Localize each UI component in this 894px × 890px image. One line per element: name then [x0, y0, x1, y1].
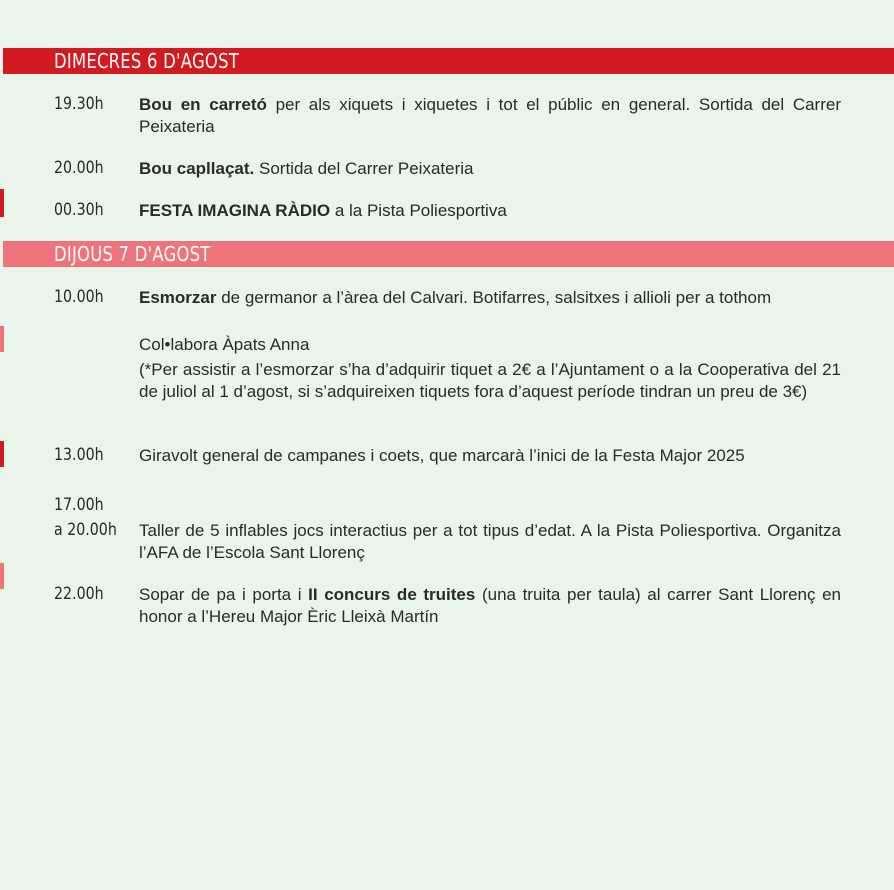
event-description [139, 584, 841, 628]
event-text: de germanor a l’àrea del Calvari. Botifarres, salsitxes i allioli per a tothom [216, 288, 772, 307]
event-text: a la Pista Poliesportiva [330, 201, 507, 220]
event-description [139, 287, 841, 309]
event-time: 17.00h [54, 495, 104, 514]
event-note: (*Per assistir a l’esmorzar s’ha d’adquirir tiquet a 2€ a l’Ajuntament o a la Cooperativa del 21 de juliol al 1 d’agost, si s’adquireixen tiquets fora d’aquest període tindran un preu de 3€) [139, 360, 841, 401]
day-header-thursday [3, 241, 894, 267]
event-text: (una truita per taula) al carrer Sant Llorenç en honor a l’Hereu Major Èric Lleixà Martín [139, 585, 841, 626]
day-title: DIMECRES 6 D'AGOST [54, 49, 239, 73]
event-text: Sortida del Carrer Peixateria [254, 159, 474, 178]
event-description [139, 200, 841, 222]
event-description: Giravolt general de campanes i coets, que marcarà l’inici de la Festa Major 2025 [139, 446, 745, 465]
event-highlight: Esmorzar [139, 288, 217, 307]
event-time: 22.00h [54, 584, 104, 603]
event-description [139, 158, 841, 180]
event-description [139, 94, 841, 138]
event-collaborator: Col•labora Àpats Anna [139, 335, 310, 354]
event-time: 20.00h [54, 158, 104, 177]
event-highlight: Bou en carretó [139, 95, 267, 114]
event-description: Taller de 5 inflables jocs interactius per a tot tipus d’edat. A la Pista Poliesportiva. Organitza l’AFA de l’Escola Sant Llorenç [139, 521, 841, 562]
day-header-wednesday [3, 48, 894, 74]
event-highlight: II concurs de truites [308, 585, 476, 604]
event-text: per als xiquets i xiquetes i tot el públic en general. Sortida del Carrer Peixateria [139, 95, 841, 136]
margin-marker [0, 189, 4, 217]
day-title: DIJOUS 7 D'AGOST [54, 242, 211, 266]
event-text-pre: Sopar de pa i porta i [139, 585, 309, 604]
margin-marker [0, 326, 4, 352]
event-highlight: FESTA IMAGINA RÀDIO [139, 201, 331, 220]
event-time-end: a 20.00h [54, 520, 117, 539]
event-time: 19.30h [54, 94, 104, 113]
event-time: 10.00h [54, 287, 104, 306]
event-highlight: Bou capllaçat. [139, 159, 255, 178]
margin-marker [0, 563, 4, 589]
event-time: 13.00h [54, 445, 104, 464]
margin-marker [0, 441, 4, 467]
event-time: 00.30h [54, 200, 104, 219]
